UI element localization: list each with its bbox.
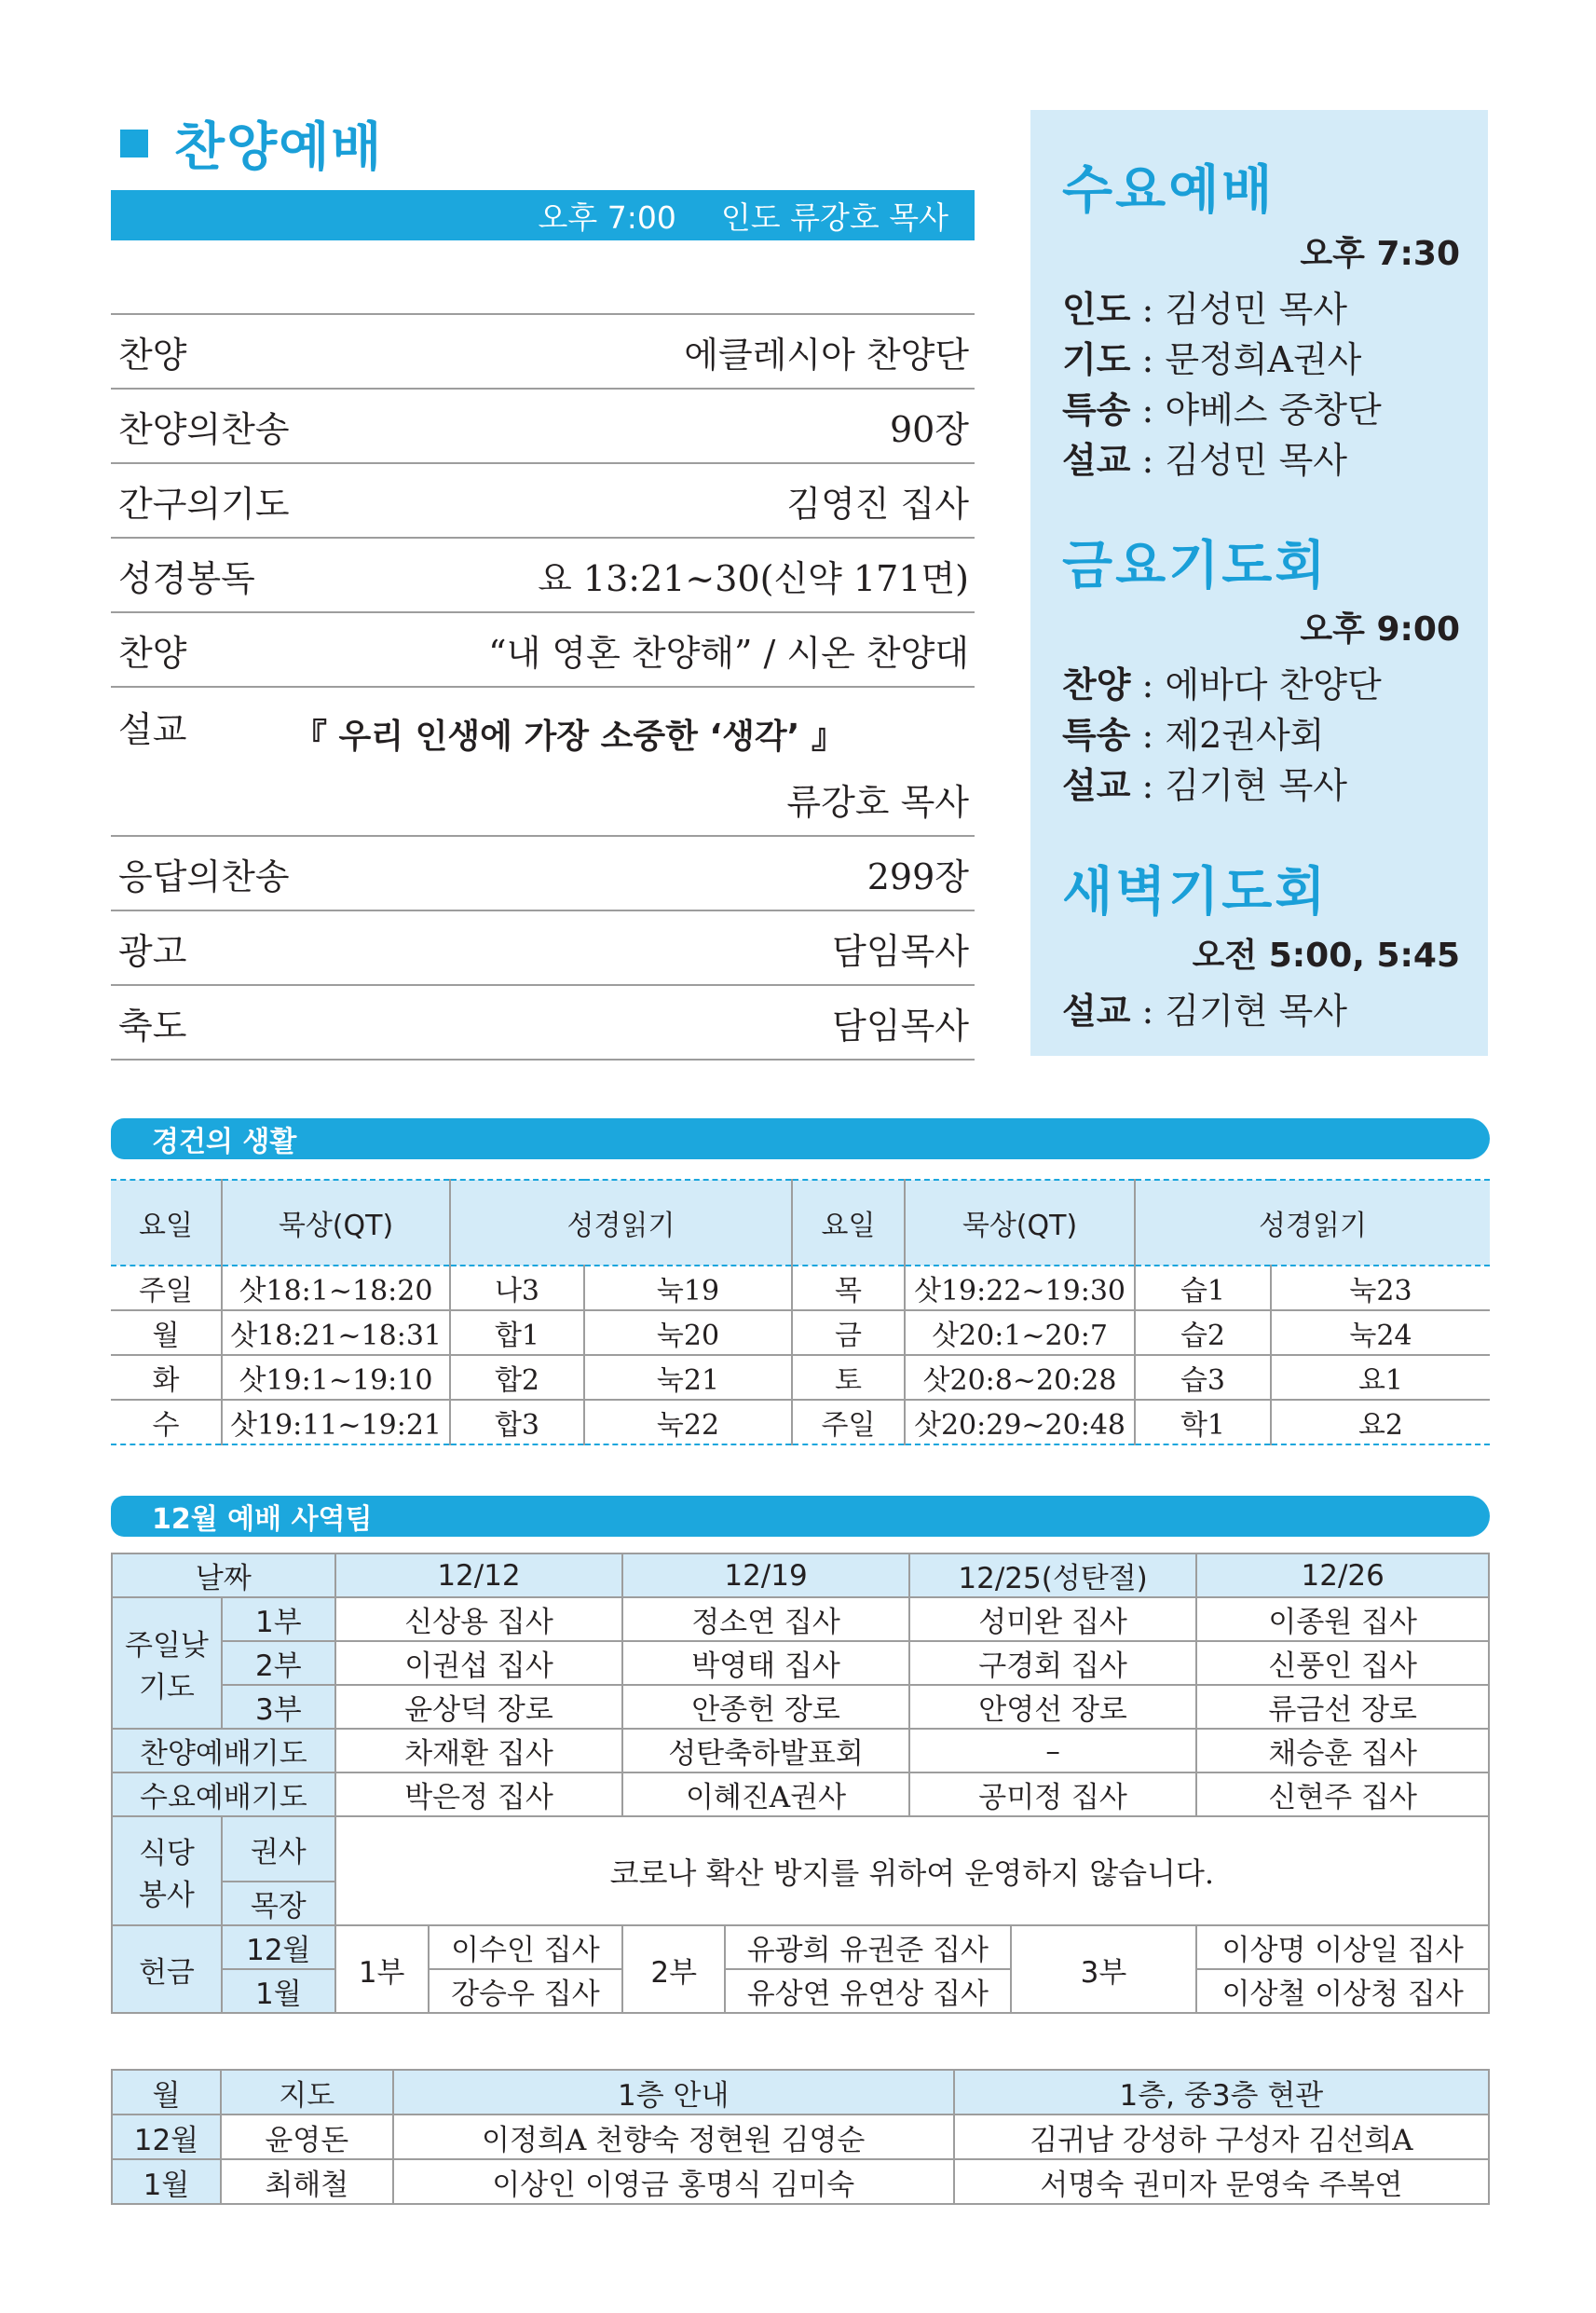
guide-header-row [112, 2070, 1489, 2115]
cafeteria-sub-label: 권사 [222, 1816, 335, 1882]
table-row [112, 2115, 1489, 2159]
ministry-team-table [111, 1553, 1490, 2014]
friday-time: 오후 9:00 [1300, 610, 1460, 649]
table-cell: 합2 [450, 1355, 584, 1400]
order-value: 90장 [889, 408, 969, 450]
order-value: 에클레시아 찬양단 [684, 334, 969, 376]
table-cell: 이상인 이영금 홍명식 김미숙 [393, 2159, 954, 2204]
table-row [111, 1266, 1490, 1310]
table-cell: 삿19:11~19:21 [222, 1400, 450, 1444]
friday-item: 설교 : 김기현 목사 [1062, 765, 1348, 806]
praise-service [111, 110, 975, 1047]
col-header: 묵상(QT) [222, 1180, 450, 1266]
table-cell: 삿20:29~20:48 [905, 1400, 1135, 1444]
table-cell: 금 [792, 1310, 905, 1355]
praise-title-row [111, 110, 975, 177]
order-row [111, 986, 975, 1061]
col-header: 1층, 중3층 현관 [954, 2070, 1489, 2115]
devotion-header: 경건의 생활 [111, 1118, 1490, 1159]
order-label: 간구의기도 [118, 483, 290, 525]
table-cell: 삿19:1~19:10 [222, 1355, 450, 1400]
table-cell: 안영선 장로 [909, 1685, 1197, 1729]
order-label: 찬양 [118, 632, 187, 674]
table-row [112, 2159, 1489, 2204]
order-label: 광고 [118, 930, 187, 972]
table-cell: 요1 [1271, 1355, 1490, 1400]
col-header: 월 [112, 2070, 221, 2115]
table-cell: – [909, 1729, 1197, 1772]
order-value: 담임목사 [832, 1005, 969, 1047]
table-cell: 눅20 [584, 1310, 792, 1355]
col-header: 성경읽기 [450, 1180, 792, 1266]
cafeteria-notice: 코로나 확산 방지를 위하여 운영하지 않습니다. [335, 1816, 1489, 1925]
wednesday-time: 오후 7:30 [1300, 235, 1460, 273]
praise-leader: 인도 류강호 목사 [720, 198, 948, 236]
friday-item: 특송 : 제2권사회 [1062, 715, 1325, 756]
table-cell: 1월 [112, 2159, 221, 2204]
table-cell: 습2 [1135, 1310, 1271, 1355]
dawn-service [1062, 851, 1460, 1036]
order-value: 요 13:21~30(신약 171면) [538, 557, 969, 599]
cafeteria-sub-label: 목장 [222, 1882, 335, 1925]
table-row [112, 1925, 1489, 1969]
order-label: 찬양의찬송 [118, 408, 290, 450]
dawn-item: 설교 : 김기현 목사 [1062, 991, 1348, 1032]
table-cell: 화 [111, 1355, 222, 1400]
offering-label: 헌금 [112, 1925, 222, 2013]
date-header: 12/26 [1196, 1553, 1489, 1597]
dawn-time: 오전 5:00, 5:45 [1192, 937, 1460, 975]
praise-time: 오후 7:00 [538, 198, 676, 236]
table-row [111, 1400, 1490, 1444]
date-header: 12/25(성탄절) [909, 1553, 1197, 1597]
guide-table [111, 2069, 1490, 2205]
table-cell: 차재환 집사 [335, 1729, 623, 1772]
table-cell: 합3 [450, 1400, 584, 1444]
table-cell: 박영태 집사 [622, 1641, 909, 1685]
table-cell: 박은정 집사 [335, 1772, 623, 1816]
table-cell: 구경회 집사 [909, 1641, 1197, 1685]
table-cell: 삿18:21~18:31 [222, 1310, 450, 1355]
sermon-row [111, 688, 975, 837]
table-row [112, 1729, 1489, 1772]
date-row [112, 1553, 1489, 1597]
col-header: 요일 [111, 1180, 222, 1266]
offering-part: 2부 [622, 1925, 725, 2013]
table-cell: 토 [792, 1355, 905, 1400]
table-cell: 신풍인 집사 [1196, 1641, 1489, 1685]
wednesday-item: 인도 : 김성민 목사 [1062, 289, 1348, 330]
date-label: 날짜 [112, 1553, 335, 1597]
table-cell: 서명숙 권미자 문영숙 주복연 [954, 2159, 1489, 2204]
wednesday-title: 수요예배 [1062, 160, 1275, 221]
table-cell: 신상용 집사 [335, 1597, 623, 1641]
order-row [111, 911, 975, 986]
table-cell: 최해철 [221, 2159, 393, 2204]
table-row [112, 1597, 1489, 1641]
table-cell: 이종원 집사 [1196, 1597, 1489, 1641]
devotion-header-row [111, 1180, 1490, 1266]
table-cell: 눅24 [1271, 1310, 1490, 1355]
table-cell: 윤상덕 장로 [335, 1685, 623, 1729]
order-row [111, 390, 975, 464]
table-row [111, 1310, 1490, 1355]
table-cell: 주일 [111, 1266, 222, 1310]
table-cell: 습3 [1135, 1355, 1271, 1400]
table-cell: 12월 [112, 2115, 221, 2159]
date-header: 12/12 [335, 1553, 623, 1597]
table-cell: 김귀남 강성하 구성자 김선희A [954, 2115, 1489, 2159]
table-row [111, 1355, 1490, 1400]
wed-prayer-label: 수요예배기도 [112, 1772, 335, 1816]
table-cell: 주일 [792, 1400, 905, 1444]
service-schedule-box [1030, 110, 1488, 1056]
col-header: 묵상(QT) [905, 1180, 1135, 1266]
table-cell: 강승우 집사 [429, 1969, 623, 2013]
sermon-pastor: 류강호 목사 [786, 782, 969, 823]
table-cell: 류금선 장로 [1196, 1685, 1489, 1729]
table-cell: 이상철 이상청 집사 [1196, 1969, 1489, 2013]
order-row [111, 315, 975, 390]
table-row [112, 1969, 1489, 2013]
praise-title: 찬양예배 [174, 117, 384, 178]
devotion-table [111, 1179, 1490, 1445]
order-row [111, 837, 975, 911]
table-cell: 합1 [450, 1310, 584, 1355]
table-cell: 나3 [450, 1266, 584, 1310]
order-value: 담임목사 [832, 930, 969, 972]
part-label: 2부 [222, 1641, 335, 1685]
table-row [112, 1685, 1489, 1729]
col-header: 지도 [221, 2070, 393, 2115]
table-cell: 유상연 유연상 집사 [725, 1969, 1011, 2013]
col-header: 요일 [792, 1180, 905, 1266]
order-label: 축도 [118, 1005, 187, 1047]
sermon-label: 설교 [118, 709, 187, 750]
square-bullet-icon [120, 130, 148, 157]
table-cell: 목 [792, 1266, 905, 1310]
table-cell: 삿20:1~20:7 [905, 1310, 1135, 1355]
table-cell: 삿20:8~20:28 [905, 1355, 1135, 1400]
table-cell: 요2 [1271, 1400, 1490, 1444]
table-cell: 눅23 [1271, 1266, 1490, 1310]
table-cell: 눅21 [584, 1355, 792, 1400]
table-cell: 이혜진A권사 [622, 1772, 909, 1816]
table-cell: 유광희 유권준 집사 [725, 1925, 1011, 1969]
table-cell: 채승훈 집사 [1196, 1729, 1489, 1772]
table-cell: 공미정 집사 [909, 1772, 1197, 1816]
wednesday-item: 기도 : 문정희A권사 [1062, 339, 1362, 380]
order-label: 찬양 [118, 334, 187, 376]
order-value: “내 영혼 찬양해” / 시온 찬양대 [488, 632, 969, 674]
table-cell: 정소연 집사 [622, 1597, 909, 1641]
dawn-title: 새벽기도회 [1062, 862, 1329, 923]
table-row [112, 1772, 1489, 1816]
offering-part: 3부 [1011, 1925, 1197, 2013]
table-cell: 수 [111, 1400, 222, 1444]
order-row [111, 464, 975, 539]
table-cell: 삿18:1~18:20 [222, 1266, 450, 1310]
table-cell: 성미완 집사 [909, 1597, 1197, 1641]
wednesday-service [1062, 149, 1460, 486]
order-label: 성경봉독 [118, 557, 255, 599]
table-cell: 이상명 이상일 집사 [1196, 1925, 1489, 1969]
order-value: 299장 [866, 855, 969, 897]
table-cell: 눅22 [584, 1400, 792, 1444]
table-cell: 윤영돈 [221, 2115, 393, 2159]
order-row [111, 613, 975, 688]
friday-service [1062, 525, 1460, 811]
date-header: 12/19 [622, 1553, 909, 1597]
praise-prayer-label: 찬양예배기도 [112, 1729, 335, 1772]
part-label: 1부 [222, 1597, 335, 1641]
praise-time-band [111, 190, 975, 240]
offering-month: 12월 [222, 1925, 335, 1969]
cafeteria-label: 식당 봉사 [112, 1816, 222, 1925]
order-of-service [111, 313, 975, 1061]
wednesday-item: 특송 : 야베스 중창단 [1062, 390, 1382, 431]
wednesday-item: 설교 : 김성민 목사 [1062, 440, 1348, 481]
order-label: 응답의찬송 [118, 855, 290, 897]
offering-month: 1월 [222, 1969, 335, 2013]
table-cell: 이수인 집사 [429, 1925, 623, 1969]
part-label: 3부 [222, 1685, 335, 1729]
friday-item: 찬양 : 에바다 찬양단 [1062, 664, 1382, 705]
table-row [112, 1641, 1489, 1685]
table-cell: 학1 [1135, 1400, 1271, 1444]
table-cell: 습1 [1135, 1266, 1271, 1310]
col-header: 성경읽기 [1135, 1180, 1490, 1266]
friday-title: 금요기도회 [1062, 536, 1329, 596]
order-row [111, 539, 975, 613]
table-row [112, 1816, 1489, 1882]
sunday-prayer-label: 주일낮 기도 [112, 1597, 222, 1729]
table-cell: 성탄축하발표회 [622, 1729, 909, 1772]
table-cell: 이권섭 집사 [335, 1641, 623, 1685]
table-cell: 안종헌 장로 [622, 1685, 909, 1729]
table-cell: 신현주 집사 [1196, 1772, 1489, 1816]
table-cell: 이정희A 천향숙 정현원 김영순 [393, 2115, 954, 2159]
table-cell: 삿19:22~19:30 [905, 1266, 1135, 1310]
table-cell: 월 [111, 1310, 222, 1355]
sermon-title: 『 우리 인생에 가장 소중한 ‘생각’ 』 [293, 718, 845, 756]
order-value: 김영진 집사 [786, 483, 969, 525]
team-header: 12월 예배 사역팀 [111, 1496, 1490, 1537]
offering-part: 1부 [335, 1925, 429, 2013]
col-header: 1층 안내 [393, 2070, 954, 2115]
table-cell: 눅19 [584, 1266, 792, 1310]
